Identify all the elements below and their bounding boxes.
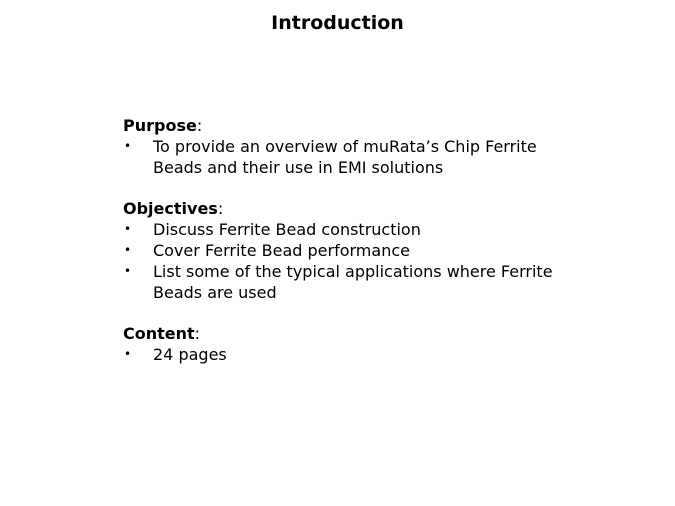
section-heading-label: Purpose (123, 116, 197, 135)
bullet-list (123, 219, 583, 303)
bullet-icon: • (124, 222, 132, 236)
bullet-list (123, 136, 583, 178)
bullet-item (123, 261, 583, 303)
bullet-item (123, 219, 583, 240)
section-objectives (123, 198, 583, 303)
section-heading (123, 198, 583, 219)
bullet-text: 24 pages (153, 345, 227, 364)
bullet-list (123, 344, 583, 365)
bullet-text: To provide an overview of muRata’s Chip Ferrite Beads and their use in EMI solutions (153, 137, 537, 177)
bullet-text: Cover Ferrite Bead performance (153, 241, 410, 260)
section-heading (123, 115, 583, 136)
bullet-text: Discuss Ferrite Bead construction (153, 220, 421, 239)
section-heading-colon: : (217, 199, 224, 218)
bullet-item (123, 344, 583, 365)
section-heading (123, 323, 583, 344)
section-purpose (123, 115, 583, 178)
slide-body (123, 115, 583, 385)
section-content (123, 323, 583, 365)
bullet-icon: • (124, 347, 132, 361)
section-heading-label: Content (123, 324, 195, 343)
section-heading-colon: : (194, 324, 201, 343)
bullet-item (123, 136, 583, 178)
bullet-text: List some of the typical applications where Ferrite Beads are used (153, 262, 553, 302)
bullet-item (123, 240, 583, 261)
section-heading-label: Objectives (123, 199, 218, 218)
section-heading-colon: : (196, 116, 203, 135)
bullet-icon: • (124, 139, 132, 153)
bullet-icon: • (124, 243, 132, 257)
bullet-icon: • (124, 264, 132, 278)
slide-title: Introduction (271, 12, 404, 34)
